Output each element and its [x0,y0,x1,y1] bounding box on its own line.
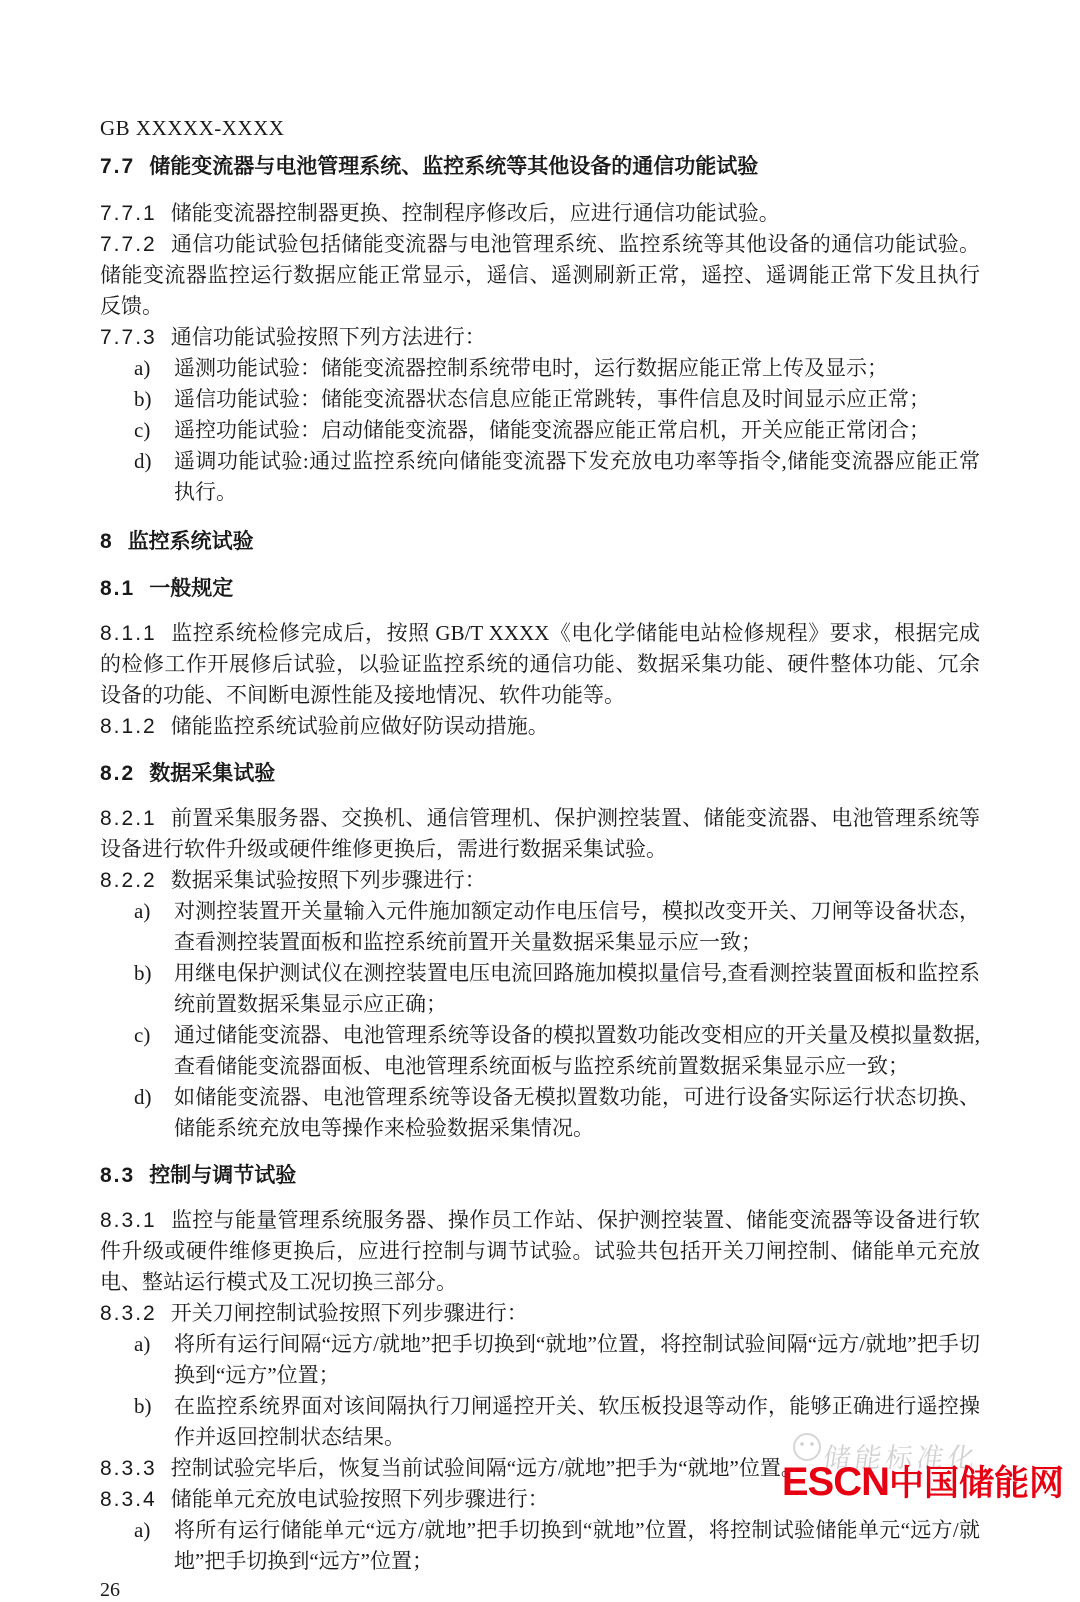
list-item [134,1082,980,1144]
escn-logo [781,1443,1064,1506]
clause-number: 8.3 [100,1164,136,1187]
list-marker: c) [134,1023,151,1047]
clause-number: 8.2.2 [100,869,157,892]
list-item [134,446,980,508]
clause-number: 8.1.2 [100,715,157,738]
list-marker: d) [134,1085,152,1109]
clause-number: 8.3.3 [100,1457,157,1480]
clause-number: 8.1 [100,577,136,600]
heading-8 [100,526,980,557]
list-marker: a) [134,1332,151,1356]
clause-text: 前置采集服务器、交换机、通信管理机、保护测控装置、储能变流器、电池管理系统等设备进行软件升级或硬件维修更换后，需进行数据采集试验。 [100,806,980,861]
clause-text: 储能变流器控制器更换、控制程序修改后，应进行通信功能试验。 [170,201,780,225]
list-item [134,1020,980,1082]
list-item [134,1515,980,1577]
clause-text: 监控与能量管理系统服务器、操作员工作站、保护测控装置、储能变流器等设备进行软件升级或硬件维修更换后，应进行控制与调节试验。试验共包括开关刀闸控制、储能单元充放电、整站运行模式及工况切换三部分。 [100,1208,980,1294]
watermark-text: 储能标准化 [821,1443,981,1473]
clause-number: 8 [100,530,114,553]
heading-7-7 [100,151,980,182]
clause-number: 8.3.1 [100,1209,157,1232]
clause-8-3-2 [100,1298,980,1329]
clause-number: 8.1.1 [100,622,157,645]
clause-number: 7.7.3 [100,326,157,349]
list-text: 用继电保护测试仪在测控装置电压电流回路施加模拟量信号,查看测控装置面板和监控系统前置数据采集显示应正确； [174,961,980,1016]
page-number: 26 [100,1579,120,1601]
clause-number: 7.7.2 [100,233,157,256]
list-item [134,958,980,1020]
list-item [134,896,980,958]
list-item [134,415,980,446]
list-8-2-2 [100,896,980,1144]
list-item [134,1329,980,1391]
smiley-watermark-icon [790,1432,824,1462]
list-marker: c) [134,418,151,442]
clause-text: 监控系统检修完成后，按照 GB/T XXXX《电化学储能电站检修规程》要求，根据完成的检修工作开展修后试验，以验证监控系统的通信功能、数据采集功能、硬件整体功能、冗余设备的功能、不间断电源性能及接地情况、软件功能等。 [100,621,980,707]
clause-8-3-1 [100,1205,980,1298]
heading-title: 控制与调节试验 [149,1164,297,1187]
logo-text [781,1460,1064,1504]
clause-number: 8.2 [100,762,136,785]
list-text: 将所有运行间隔“远方/就地”把手切换到“就地”位置，将控制试验间隔“远方/就地”把手切换到“远方”位置； [174,1332,980,1387]
heading-8-3 [100,1160,980,1191]
clause-number: 8.3.2 [100,1302,157,1325]
list-marker: a) [134,356,151,380]
heading-title: 一般规定 [149,577,234,600]
list-marker: b) [134,961,152,985]
list-text: 在监控系统界面对该间隔执行刀闸遥控开关、软压板投退等动作，能够正确进行遥控操作并返回控制状态结果。 [174,1394,980,1449]
clause-number: 8.3.4 [100,1488,157,1511]
heading-8-2 [100,758,980,789]
list-8-3-2 [100,1329,980,1453]
list-marker: b) [134,1394,152,1418]
list-marker: a) [134,899,151,923]
list-text: 通过储能变流器、电池管理系统等设备的模拟置数功能改变相应的开关量及模拟量数据,查看储能变流器面板、电池管理系统面板与监控系统前置数据采集显示应一致； [174,1023,980,1078]
clause-text: 开关刀闸控制试验按照下列步骤进行： [170,1301,528,1325]
clause-text: 数据采集试验按照下列步骤进行： [170,868,486,892]
clause-text: 储能单元充放电试验按照下列步骤进行： [170,1487,549,1511]
clause-7-7-3 [100,322,980,353]
list-text: 遥调功能试验:通过监控系统向储能变流器下发充放电功率等指令,储能变流器应能正常执行。 [174,449,980,504]
list-text: 遥测功能试验：储能变流器控制系统带电时，运行数据应能正常上传及显示； [174,356,888,380]
clause-7-7-1 [100,198,980,229]
list-8-3-4 [100,1515,980,1577]
list-marker: a) [134,1518,151,1542]
list-item [134,353,980,384]
heading-title: 储能变流器与电池管理系统、监控系统等其他设备的通信功能试验 [149,155,759,178]
clause-text: 控制试验完毕后，恢复当前试验间隔“远方/就地”把手为“就地”位置。 [170,1456,802,1480]
clause-number: 8.2.1 [100,807,157,830]
list-item [134,384,980,415]
clause-number: 7.7 [100,155,136,178]
heading-title: 监控系统试验 [127,530,254,553]
list-text: 对测控装置开关量输入元件施加额定动作电压信号，模拟改变开关、刀闸等设备状态，查看测控装置面板和监控系统前置开关量数据采集显示应一致； [174,899,980,954]
list-text: 遥信功能试验：储能变流器状态信息应能正常跳转，事件信息及时间显示应正常； [174,387,930,411]
heading-title: 数据采集试验 [149,762,276,785]
list-marker: b) [134,387,152,411]
logo-escn: ESCN [781,1460,889,1504]
logo-chinese: 中国储能网 [888,1464,1064,1503]
clause-number: 7.7.1 [100,202,157,225]
clause-8-1-1 [100,618,980,711]
list-text: 如储能变流器、电池管理系统等设备无模拟置数功能，可进行设备实际运行状态切换、储能系统充放电等操作来检验数据采集情况。 [174,1085,980,1140]
clause-text: 通信功能试验包括储能变流器与电池管理系统、监控系统等其他设备的通信功能试验。储能变流器监控运行数据应能正常显示，遥信、遥测刷新正常，遥控、遥调能正常下发且执行反馈。 [100,232,980,318]
list-marker: d) [134,449,152,473]
clause-7-7-2 [100,229,980,322]
standard-number: GB XXXXX-XXXX [100,116,285,140]
list-text: 遥控功能试验：启动储能变流器，储能变流器应能正常启机，开关应能正常闭合； [174,418,930,442]
heading-8-1 [100,573,980,604]
clause-text: 通信功能试验按照下列方法进行： [170,325,486,349]
clause-text: 储能监控系统试验前应做好防误动措施。 [170,714,549,738]
clause-8-2-1 [100,803,980,865]
list-text: 将所有运行储能单元“远方/就地”把手切换到“就地”位置，将控制试验储能单元“远方/就地”把手切换到“远方”位置； [174,1518,980,1573]
list-7-7-3 [100,353,980,508]
clause-8-2-2 [100,865,980,896]
clause-8-1-2 [100,711,980,742]
